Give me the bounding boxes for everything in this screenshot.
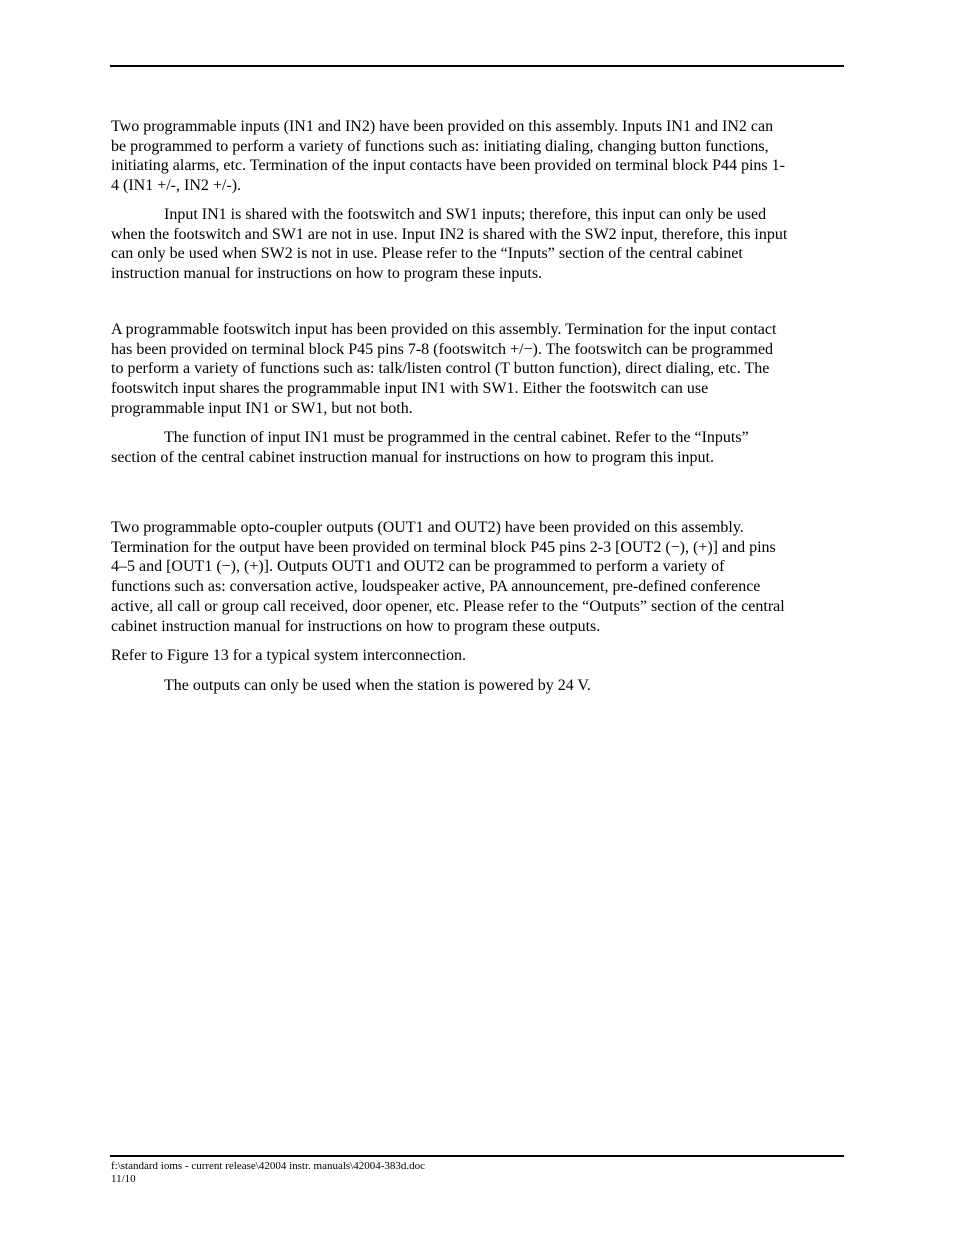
paragraph-footswitch-intro: A programmable footswitch input has been provided on this assembly. Termination for the input contact has been provided on terminal block P45 pins 7-8 (footswitch +/−). The footswitch can be programmed to perform a variety of functions such as: talk/listen control (T button function), direct dialing, etc. The footswitch input shares the programmable input IN1 with SW1. Either the footswitch can use programmable input IN1 or SW1, but not both. [111,321,777,417]
paragraph-inputs-sharing: Input IN1 is shared with the footswitch and SW1 inputs; therefore, this input can only be used when the footswitch and SW1 are not in use. Input IN2 is shared with the SW2 input, therefore, this input can only be used when SW2 is not in use. Please refer to the “Inputs” section of the central cabinet instruction manual for instructions on how to program these inputs. [111,206,788,283]
footer [111,1160,425,1186]
paragraph-outputs-intro: Two programmable opto-coupler outputs (OUT1 and OUT2) have been provided on this assembly. Termination for the output have been provided on terminal block P45 pins 2-3 [OUT2 (−), (+)] and pins 4–5 and [OUT1 (−), (+)]. Outputs OUT1 and OUT2 can be programmed to perform a variety of functions such as: conversation active, loudspeaker active, PA announcement, pre-defined conference active, all call or group call received, door opener, etc. Please refer to the “Outputs” section of the central cabinet instruction manual for instructions on how to program these outputs. [111,519,785,635]
paragraph-inputs-intro: Two programmable inputs (IN1 and IN2) have been provided on this assembly. Inputs IN1 and IN2 can be programmed to perform a variety of functions such as: initiating dialing, changing button functions, initiating alarms, etc. Termination of the input contacts have been provided on terminal block P44 pins 1- 4 (IN1 +/-, IN2 +/-). [111,118,785,195]
paragraph-outputs-power-note: The outputs can only be used when the station is powered by 24 V. [164,677,591,694]
header-rule [110,65,844,67]
footer-file-path: f:\standard ioms - current release\42004 instr. manuals\42004-383d.doc [111,1160,426,1172]
paragraph-figure-reference: Refer to Figure 13 for a typical system interconnection. [111,647,467,664]
footer-rule [110,1155,844,1157]
paragraph-footswitch-programming: The function of input IN1 must be programmed in the central cabinet. Refer to the “Inputs” section of the central cabinet instruction manual for instructions on how to program this input. [111,429,749,466]
footer-date: 11/10 [111,1173,136,1185]
